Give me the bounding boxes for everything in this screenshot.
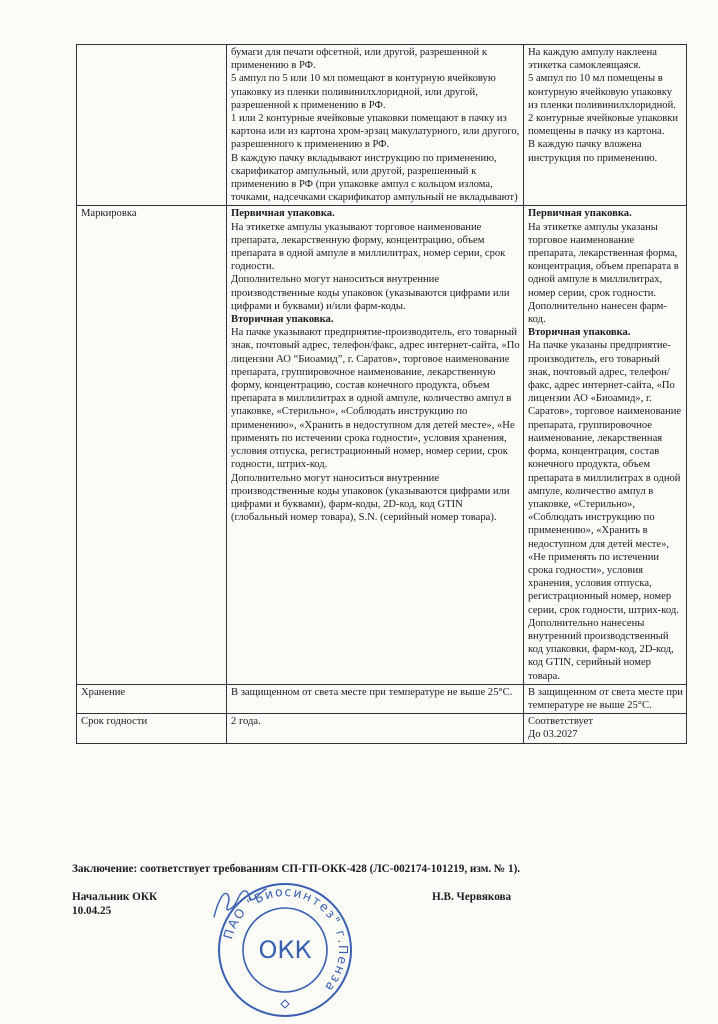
shelf-life-result-date: До 03.2027: [528, 729, 578, 741]
conclusion-text: Заключение: соответствует требованиям СП-ГП-ОКК-428 (ЛС-002174-101219, изм. № 1).: [72, 863, 521, 875]
req-primary-text: На этикетке ампулы указывают торговое наименование препарата, лекарственную форму, концентрацию, объем препарата в одной ампуле в миллилитрах, номер серии, срок годности.: [231, 221, 506, 273]
stamp-cross-icon: [281, 1000, 289, 1008]
packaging-req-line: бумаги для печати офсетной, или другой, разрешенной к применению в РФ.: [231, 47, 488, 72]
shelf-life-requirement: 2 года.: [227, 714, 524, 743]
stamp-ring-text: ПАО "Биосинтез" г.Пенза: [220, 883, 352, 996]
table-row-storage: [77, 684, 687, 713]
storage-label: Хранение: [77, 684, 227, 713]
specification-table: [76, 44, 687, 744]
req-primary-extra: Дополнительно могут наноситься внутренние производственные коды упаковок (указываются цифрами или цифрами и буквами) и/или фарм-коды.: [231, 274, 510, 312]
packaging-res-line: В каждую пачку вложена инструкция по применению.: [528, 139, 658, 164]
marking-requirement-cell: [227, 206, 524, 684]
req-primary-heading: Первичная упаковка.: [231, 208, 335, 220]
req-secondary-extra: Дополнительно могут наноситься внутренние производственные коды упаковок (указываются цифрами или цифрами и буквами), фарм-коды, 2D-код, код GTIN (глобальный номер товара), S.N. (серийный номер товара).: [231, 472, 510, 524]
packaging-res-line: На каждую ампулу наклеена этикетка самоклеящаяся.: [528, 47, 657, 72]
storage-requirement: В защищенном от света месте при температуре не выше 25°C.: [227, 684, 524, 713]
req-secondary-text: На пачке указывают предприятие-производитель, его товарный знак, почтовый адрес, телефон/факс, адрес интернет-сайта, «По лицензии АО “Биоамид”, г. Саратов», торговое наименование препарата, группировочное наименование, лекарственную форму, концентрацию, состав конечного продукта, объем препарата в миллилитрах в одной ампуле, количество ампул в упаковке, «Стерильно», «Соблюдать инструкцию по применению», «Хранить в недоступном для детей месте», «Не применять по истечении срока годности», условия хранения, условия отпуска, регистрационный номер, номер серии, срок годности, штрих-код.: [231, 327, 520, 471]
packaging-res-line: 5 ампул по 10 мл помещены в контурную ячейковую упаковку из пленки поливинилхлоридной.: [528, 73, 676, 111]
storage-result: В защищенном от света месте при температуре не выше 25°C.: [524, 684, 687, 713]
signoff-date: 10.04.25: [72, 905, 112, 917]
shelf-life-result: [524, 714, 687, 743]
marking-label: Маркировка: [77, 206, 227, 684]
handwritten-signature: [208, 883, 268, 923]
shelf-life-label: Срок годности: [77, 714, 227, 743]
res-secondary-text: На пачке указаны предприятие-производитель, его товарный знак, почтовый адрес, телефон/факс, адрес интернет-сайта, «По лицензии АО «Биоамид», г. Саратов», торговое наименование препарата, группировочное наименование, лекарственная форма, концентрация, состав конечного продукта, объем препарата в миллилитрах в одной ампуле, количество ампул в упаковке, «Стерильно», «Соблюдать инструкцию по применению», «Хранить в недоступном для детей месте», «Не применять по истечении срока годности», условия хранения, условия отпуска, регистрационный номер, номер серии, срок годности, штрих-код.: [528, 340, 682, 616]
req-secondary-heading: Вторичная упаковка.: [231, 314, 334, 326]
res-primary-text: На этикетке ампулы указаны торговое наименование препарата, лекарственная форма, концентрация, объем препарата в одной ампуле в миллилитрах, номер серии, срок годности.: [528, 221, 679, 299]
res-secondary-extra: Дополнительно нанесены внутренний производственный код упаковки, фарм-код, 2D-код, код GTIN, серийный номер товара.: [528, 617, 674, 682]
packaging-label-cell: [77, 45, 227, 206]
stamp-center-text: ОКК: [258, 936, 312, 964]
res-primary-heading: Первичная упаковка.: [528, 208, 632, 220]
packaging-req-line: 5 ампул по 5 или 10 мл помещают в контурную ячейковую упаковку из пленки поливинилхлоридной, или другой, разрешенной к применению в РФ.: [231, 73, 496, 111]
table-row-marking: [77, 206, 687, 684]
res-secondary-heading: Вторичная упаковка.: [528, 327, 631, 339]
shelf-life-result-status: Соответствует: [528, 716, 594, 728]
table-row-packaging: [77, 45, 687, 206]
packaging-res-line: 2 контурные ячейковые упаковки помещены в пачку из картона.: [528, 113, 679, 138]
res-primary-extra: Дополнительно нанесен фарм-код.: [528, 300, 667, 326]
packaging-requirement-cell: [227, 45, 524, 206]
table-row-shelf-life: [77, 714, 687, 743]
signoff-name: Н.В. Червякова: [432, 891, 512, 903]
packaging-result-cell: [524, 45, 687, 206]
marking-result-cell: [524, 206, 687, 684]
packaging-req-line: 1 или 2 контурные ячейковые упаковки помещают в пачку из картона или из картона хром-эрзац макулатурного, или другого, разрешенного к применению в РФ.: [231, 113, 520, 151]
signoff-title: Начальник ОКК: [72, 891, 158, 903]
packaging-req-line: В каждую пачку вкладывают инструкцию по применению, скарификатор ампульный, или другой, разрешенный к применению в РФ (при упаковке ампул с кольцом излома, точками, надсечками скарификатор ампульный не вкладывают): [231, 152, 518, 204]
